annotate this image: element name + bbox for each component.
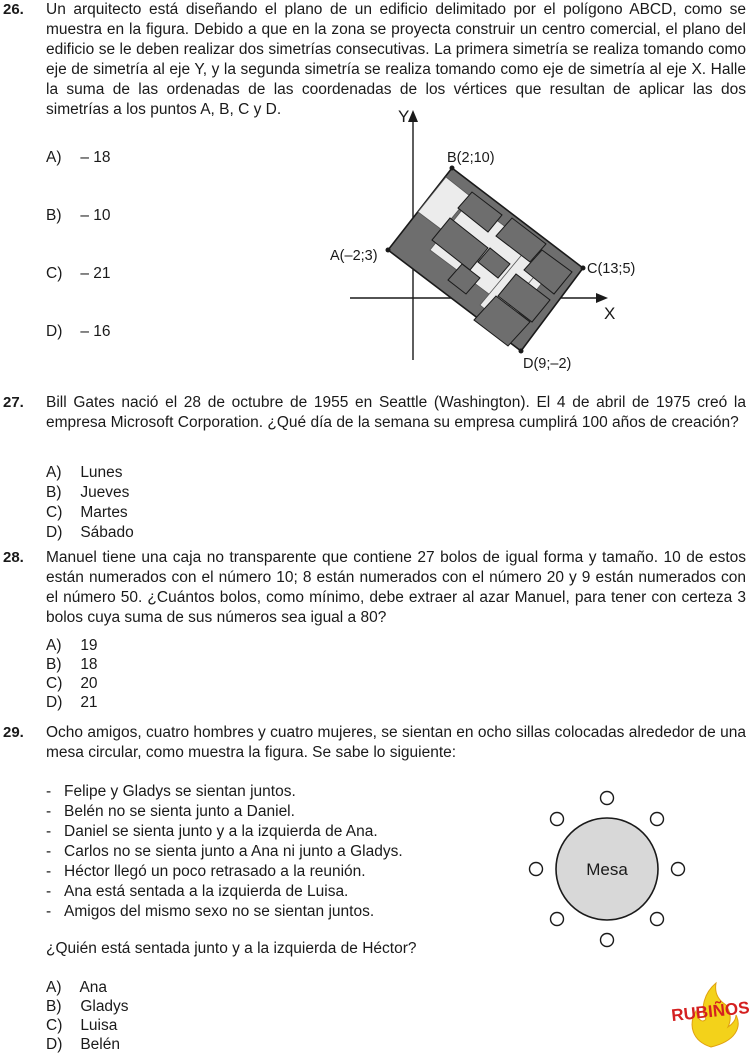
option-text: Ana [79, 979, 108, 996]
option-a[interactable] [46, 463, 123, 483]
option-text: 21 [80, 694, 98, 711]
option-text: 18 [80, 656, 98, 673]
question-text: Manuel tiene una caja no transparente que contiene 27 bolos de igual forma y tamaño. 10 de estos están numerados con el número 10; 8 están numerados con el número 20 y 9 están numerados con el número 50. ¿Cuántos bolos, como mínimo, debe extraer al azar Manuel, para tener con certeza 3 bolos cuya suma de sus números sea igual a 80? [46, 549, 746, 626]
chair [672, 863, 685, 876]
option-text: 19 [80, 637, 98, 654]
clue-item [46, 822, 403, 842]
clue-bullet: - [46, 823, 52, 840]
option-c[interactable] [46, 1016, 117, 1036]
option-letter: C) [46, 504, 63, 521]
option-text: Luisa [80, 1017, 118, 1034]
clue-bullet: - [46, 903, 52, 920]
clue-text: Carlos no se sienta junto a Ana ni junto a Gladys. [64, 843, 403, 860]
option-letter: D) [46, 524, 63, 541]
clue-bullet: - [46, 883, 52, 900]
option-letter: A) [46, 979, 62, 996]
x-axis-label: X [604, 304, 616, 323]
vertex-c-label: C(13;5) [587, 261, 636, 277]
option-text: Gladys [80, 998, 129, 1015]
option-letter: B) [46, 656, 62, 673]
option-text: – 16 [80, 323, 111, 340]
clue-bullet: - [46, 803, 52, 820]
clue-item [46, 862, 403, 882]
option-text: – 18 [80, 149, 111, 166]
option-text: 20 [80, 675, 98, 692]
clue-item [46, 882, 403, 902]
option-a[interactable] [46, 148, 110, 168]
vertex-d [519, 349, 524, 354]
clue-bullet: - [46, 863, 52, 880]
clue-list [46, 782, 403, 922]
sub-question: ¿Quién está sentada junto y a la izquierda de Héctor? [46, 940, 417, 957]
option-d[interactable] [46, 1035, 120, 1055]
clue-bullet: - [46, 843, 52, 860]
option-letter: C) [46, 265, 63, 282]
option-text: – 10 [80, 207, 111, 224]
vertex-c [581, 266, 586, 271]
option-letter: D) [46, 1036, 63, 1053]
question-text: Bill Gates nació el 28 de octubre de 1955 en Seattle (Washington). El 4 de abril de 1975 creó la empresa Microsoft Corporation. ¿Qué día de la semana su empresa cumplirá 100 años de creación? [46, 394, 746, 431]
clue-item [46, 802, 403, 822]
clue-item [46, 782, 403, 802]
option-text: Lunes [80, 464, 123, 481]
chair [651, 813, 664, 826]
option-text: Belén [80, 1036, 120, 1053]
clue-text: Amigos del mismo sexo no se sientan juntos. [64, 903, 375, 920]
chair [601, 792, 614, 805]
option-a[interactable] [46, 636, 98, 656]
option-b[interactable] [46, 655, 98, 675]
chair [551, 813, 564, 826]
option-letter: A) [46, 637, 62, 654]
clue-item [46, 842, 403, 862]
question-number: 29. [3, 724, 24, 741]
vertex-b-label: B(2;10) [447, 150, 495, 166]
clue-text: Ana está sentada a la izquierda de Luisa. [64, 883, 349, 900]
option-letter: B) [46, 998, 62, 1015]
option-b[interactable] [46, 483, 129, 503]
question-text: Un arquitecto está diseñando el plano de un edificio delimitado por el polígono ABCD, como se muestra en la figura. Debido a que en la zona se proyecta construir un centro comercial, el plano del edificio se le deben realizar dos simetrías consecutivas. La primera simetría se realiza tomando como eje de simetría al eje Y, y la segunda simetría se realiza tomando como eje de simetría al eje X. Halle la suma de las ordenadas de las coordenadas de los vértices que resultan de aplicar las dos simetrías a los puntos A, B, C y D. [46, 1, 746, 118]
table-label: Mesa [586, 860, 628, 879]
chair [551, 913, 564, 926]
clue-bullet: - [46, 783, 52, 800]
clue-text: Felipe y Gladys se sientan juntos. [64, 783, 296, 800]
rubinos-logo [670, 975, 752, 1051]
vertex-a [386, 248, 391, 253]
option-text: Jueves [80, 484, 130, 501]
option-c[interactable] [46, 264, 110, 284]
option-b[interactable] [46, 997, 129, 1017]
y-axis-label: Y [398, 107, 410, 126]
logo-text: RUBIÑOS [670, 997, 751, 1026]
option-text: Martes [80, 504, 128, 521]
clue-text: Belén no se sienta junto a Daniel. [64, 803, 295, 820]
option-letter: B) [46, 207, 62, 224]
option-d[interactable] [46, 523, 134, 543]
polygon-figure [320, 100, 636, 375]
option-letter: C) [46, 1017, 63, 1034]
question-number: 27. [3, 394, 24, 411]
chair [651, 913, 664, 926]
round-table-figure [522, 785, 692, 955]
clue-item [46, 902, 403, 922]
option-d[interactable] [46, 693, 98, 713]
option-d[interactable] [46, 322, 110, 342]
option-letter: A) [46, 149, 62, 166]
vertex-b [450, 166, 455, 171]
option-letter: D) [46, 694, 63, 711]
question-text: Ocho amigos, cuatro hombres y cuatro mujeres, se sientan en ocho sillas colocadas alrededor de una mesa circular, como muestra la figura. Se sabe lo siguiente: [46, 724, 746, 761]
option-letter: A) [46, 464, 62, 481]
option-b[interactable] [46, 206, 110, 226]
vertex-a-label: A(–2;3) [330, 248, 378, 264]
vertex-d-label: D(9;–2) [523, 356, 572, 372]
question-number: 28. [3, 549, 24, 566]
chair [601, 934, 614, 947]
clue-text: Héctor llegó un poco retrasado a la reunión. [64, 863, 366, 880]
clue-text: Daniel se sienta junto y a la izquierda de Ana. [64, 823, 378, 840]
option-c[interactable] [46, 674, 98, 694]
option-letter: B) [46, 484, 62, 501]
option-letter: D) [46, 323, 63, 340]
question-number: 26. [3, 1, 24, 18]
option-c[interactable] [46, 503, 128, 523]
option-letter: C) [46, 675, 63, 692]
chair [530, 863, 543, 876]
option-text: – 21 [80, 265, 111, 282]
option-a[interactable] [46, 978, 107, 998]
y-axis-arrow [408, 110, 418, 122]
x-axis-arrow [596, 293, 608, 303]
option-text: Sábado [80, 524, 134, 541]
